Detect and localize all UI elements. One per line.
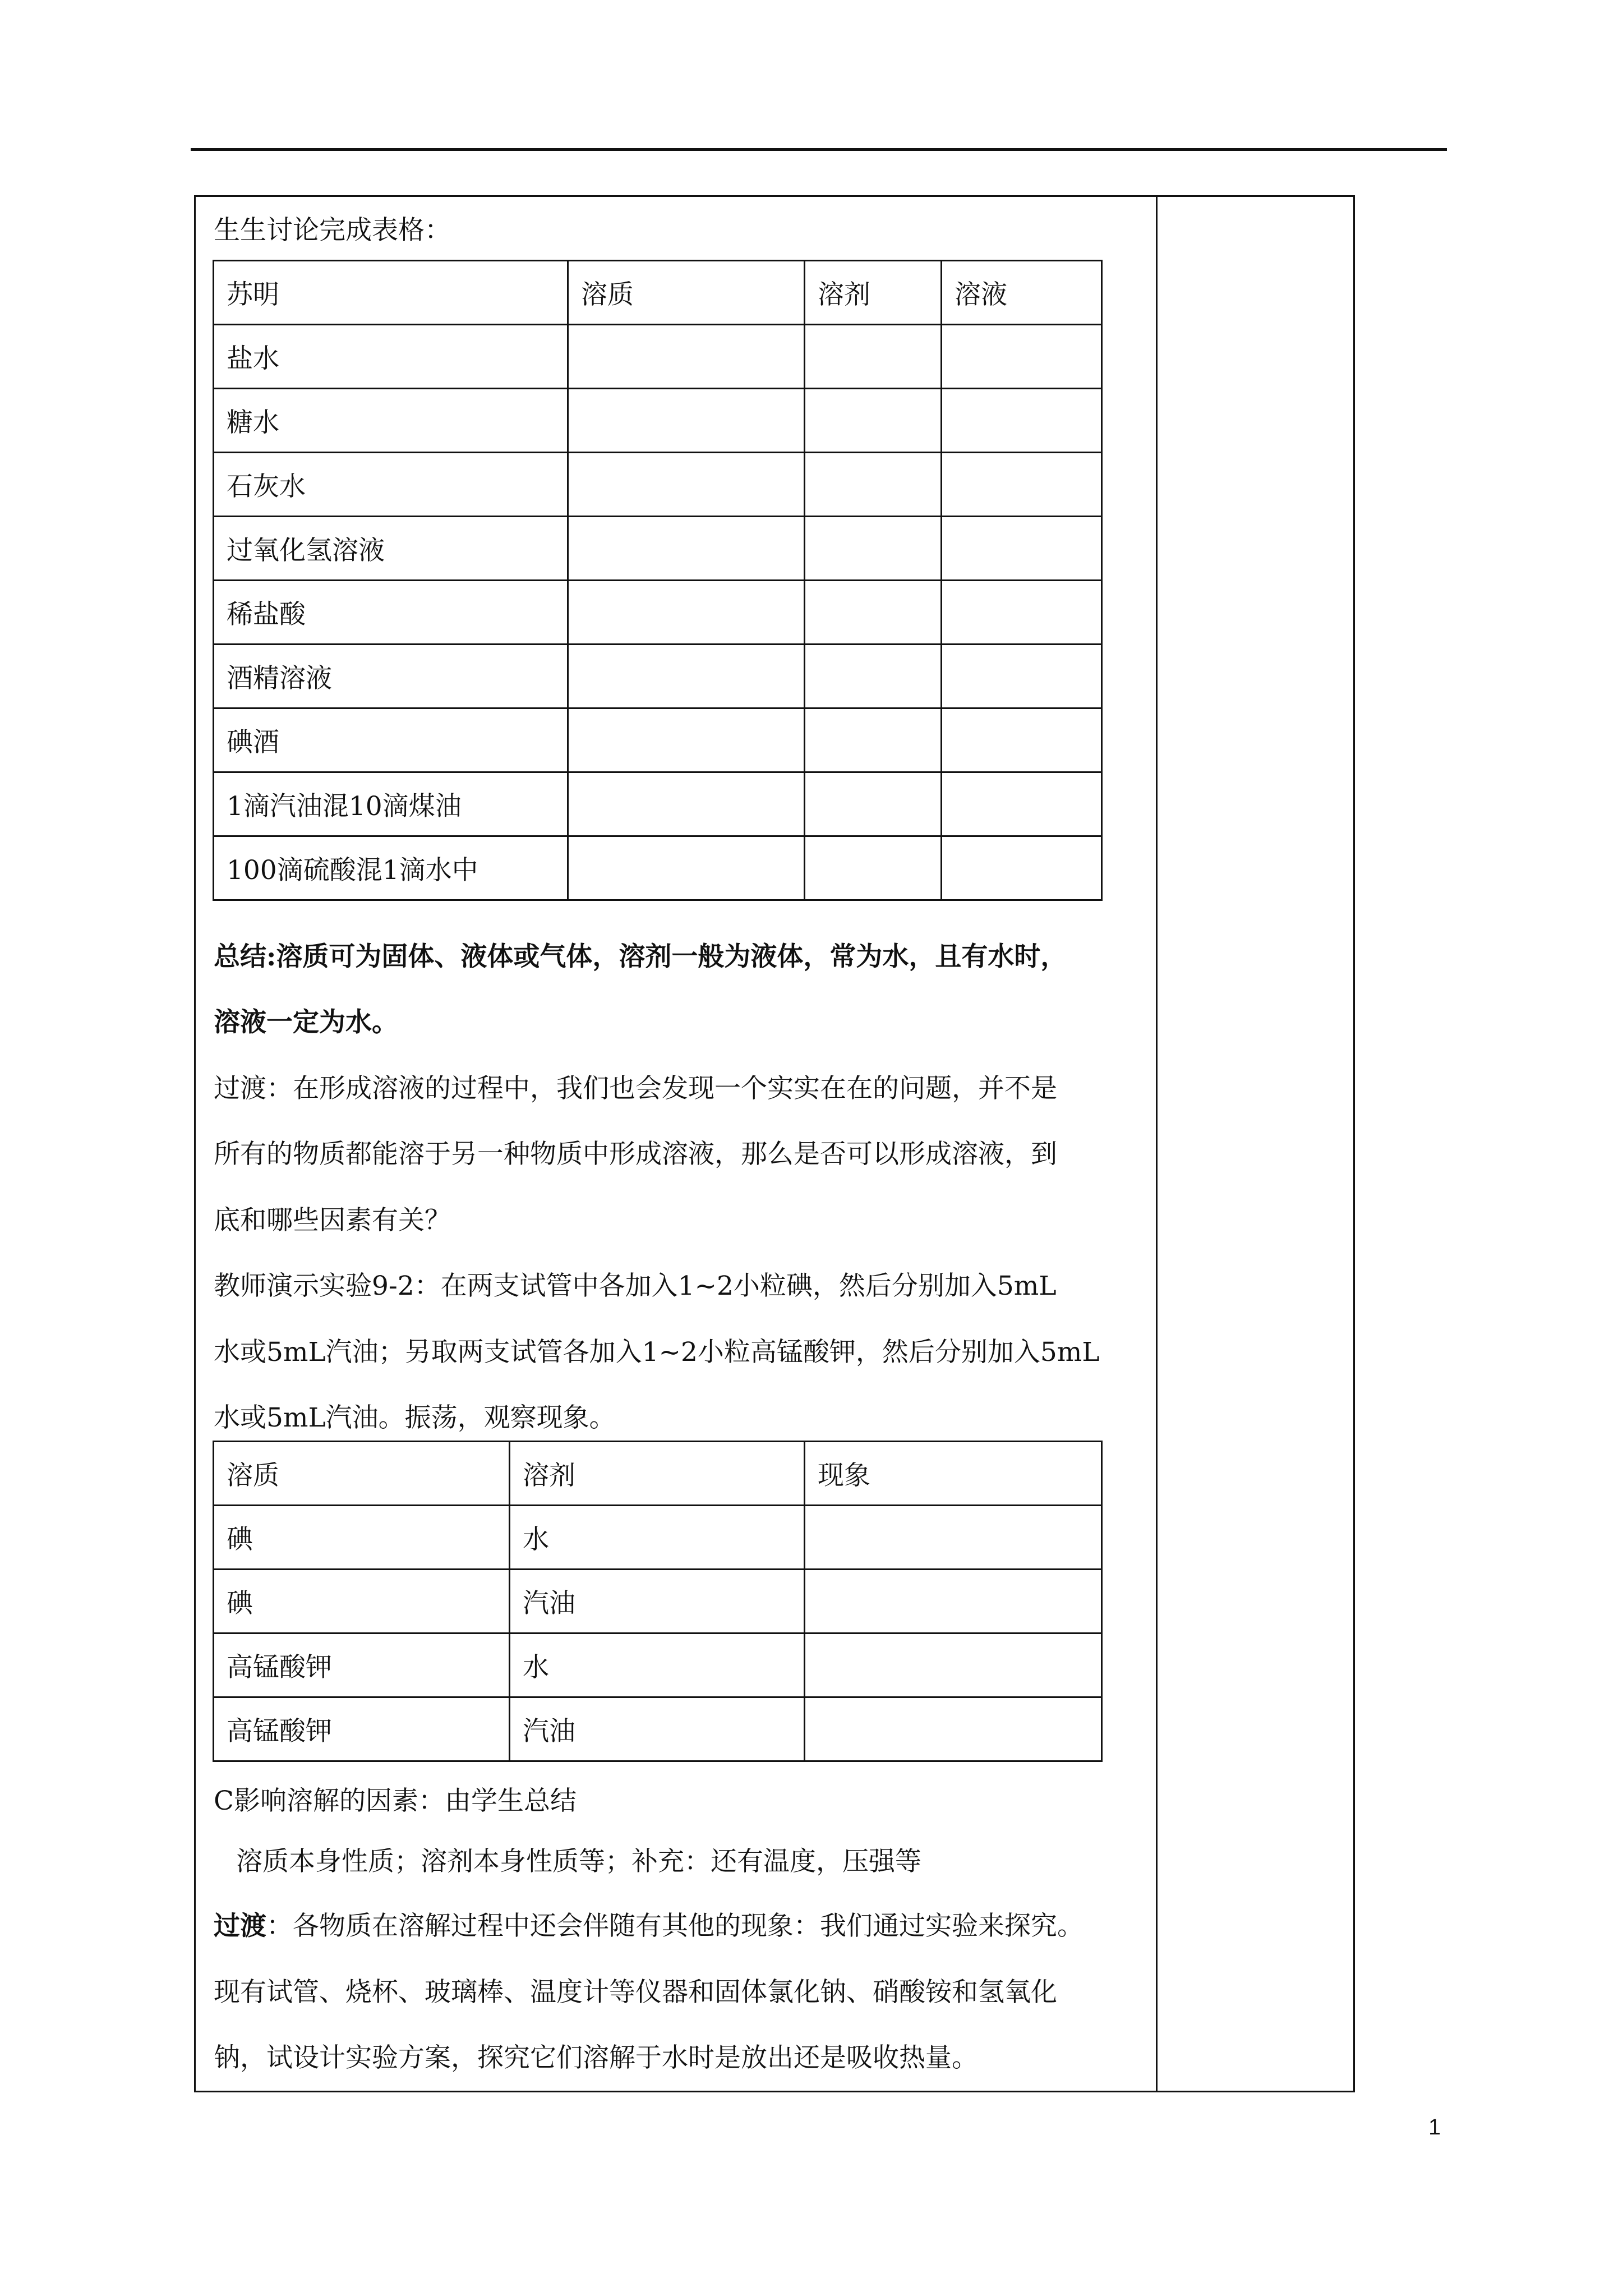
header-cell: 现象 [805,1442,1102,1506]
table-row [214,1697,1102,1761]
header-cell: 溶液 [942,261,1102,325]
factors-line-1: C影响溶解的因素：由学生总结 [214,1786,577,1816]
blank-cell [805,517,942,581]
table-row [214,325,1102,389]
table-row [214,645,1102,708]
transition-line-3: 底和哪些因素有关？ [214,1205,451,1236]
column-divider [1156,197,1158,2091]
blank-cell [942,708,1102,772]
solute-cell: 高锰酸钾 [214,1634,510,1697]
page-number: 1 [1428,2115,1441,2139]
solute-cell: 高锰酸钾 [214,1697,510,1761]
blank-cell [568,453,805,517]
table-row [214,708,1102,772]
table-row [214,517,1102,581]
demo-line-1: 教师演示实验9-2：在两支试管中各加入1~2小粒碘，然后分别加入5mL [214,1271,1057,1301]
table-header-row [214,1442,1102,1506]
phenomenon-cell [805,1506,1102,1570]
row-label: 100滴硫酸混1滴水中 [214,836,568,900]
factors-line-2: 溶质本身性质；溶剂本身性质等；补充：还有温度，压强等 [236,1846,921,1877]
header-cell: 溶质 [214,1442,510,1506]
phenomenon-cell [805,1634,1102,1697]
blank-cell [568,325,805,389]
blank-cell [942,581,1102,645]
blank-cell [805,708,942,772]
blank-cell [942,836,1102,900]
transition2-line-1 [214,1910,1083,1943]
solvent-cell: 汽油 [510,1697,805,1761]
row-label: 石灰水 [214,453,568,517]
blank-cell [942,772,1102,836]
solution-table [213,260,1103,901]
header-cell: 溶质 [568,261,805,325]
solvent-cell: 水 [510,1634,805,1697]
blank-cell [568,389,805,453]
table-header-row [214,261,1102,325]
blank-cell [805,645,942,708]
table-row [214,581,1102,645]
blank-cell [568,836,805,900]
table-row [214,836,1102,900]
header-rule [191,148,1447,151]
table-row [214,453,1102,517]
blank-cell [568,772,805,836]
row-label: 过氧化氢溶液 [214,517,568,581]
phenomenon-cell [805,1697,1102,1761]
transition2-line-2: 现有试管、烧杯、玻璃棒、温度计等仪器和固体氯化钠、硝酸铵和氢氧化 [214,1977,1057,2008]
table-row [214,1634,1102,1697]
row-label: 盐水 [214,325,568,389]
row-label: 糖水 [214,389,568,453]
blank-cell [568,708,805,772]
blank-cell [805,389,942,453]
transition2-text: ：各物质在溶解过程中还会伴随有其他的现象：我们通过实验来探究。 [266,1911,1083,1941]
lesson-frame [194,195,1355,2092]
table-row [214,389,1102,453]
table-row [214,772,1102,836]
summary-line-2: 溶液一定为水。 [214,1007,398,1038]
row-label: 1滴汽油混10滴煤油 [214,772,568,836]
header-cell: 溶剂 [805,261,942,325]
blank-cell [805,325,942,389]
transition2-label: 过渡 [214,1911,266,1941]
blank-cell [568,581,805,645]
blank-cell [805,453,942,517]
solvent-cell: 水 [510,1506,805,1570]
blank-cell [568,517,805,581]
header-cell: 溶剂 [510,1442,805,1506]
blank-cell [942,325,1102,389]
transition-line-1: 过渡：在形成溶液的过程中，我们也会发现一个实实在在的问题，并不是 [214,1073,1057,1104]
blank-cell [805,836,942,900]
demo-line-3: 水或5mL汽油。振荡，观察现象。 [214,1402,616,1433]
header-cell: 苏明 [214,261,568,325]
solvent-cell: 汽油 [510,1570,805,1634]
blank-cell [942,517,1102,581]
table-row [214,1506,1102,1570]
row-label: 碘酒 [214,708,568,772]
summary-line-1: 总结:溶质可为固体、液体或气体，溶剂一般为液体，常为水，且有水时， [214,941,1067,972]
table-row [214,1570,1102,1634]
table1-caption: 生生讨论完成表格： [214,215,451,246]
row-label: 稀盐酸 [214,581,568,645]
blank-cell [805,772,942,836]
blank-cell [942,389,1102,453]
blank-cell [805,581,942,645]
blank-cell [942,453,1102,517]
blank-cell [568,645,805,708]
row-label: 酒精溶液 [214,645,568,708]
transition2-line-3: 钠，试设计实验方案，探究它们溶解于水时是放出还是吸收热量。 [214,2042,978,2073]
demo-line-2: 水或5mL汽油；另取两支试管各加入1~2小粒高锰酸钾，然后分别加入5mL [214,1337,1100,1368]
phenomenon-cell [805,1570,1102,1634]
solute-cell: 碘 [214,1506,510,1570]
blank-cell [942,645,1102,708]
experiment-table [213,1441,1103,1762]
transition-line-2: 所有的物质都能溶于另一种物质中形成溶液，那么是否可以形成溶液，到 [214,1139,1057,1170]
solute-cell: 碘 [214,1570,510,1634]
